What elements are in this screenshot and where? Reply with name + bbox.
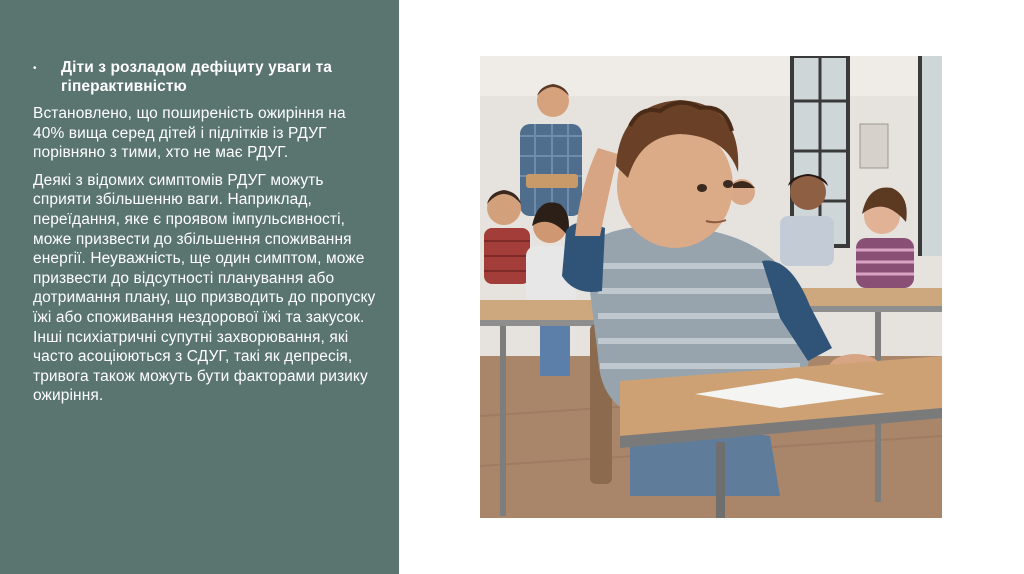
classroom-illustration — [480, 56, 942, 518]
bullet-item — [33, 58, 378, 96]
slide-text-content — [33, 58, 378, 414]
slide-heading: Діти з розладом дефіциту уваги та гіперактивністю — [61, 59, 333, 95]
window-right — [920, 56, 942, 256]
paragraph-symptoms: Деякі з відомих симптомів РДУГ можуть сприяти збільшенню ваги. Наприклад, переїдання, яке є проявом імпульсивності, може призвести до збільшення споживання енергії. Неуважність, ще один симптом, може призвести до відсутності планування або дотримання плану, що призводить до пропуску їжі або споживання нездорової їжі та закусок. Інші психіатричні супутні захворювання, які часто асоціюються з СДУГ, такі як депресія, тривога також можуть бути факторами ризику ожиріння. — [33, 171, 376, 405]
paragraph-prevalence: Встановлено, що поширеність ожиріння на 40% вища серед дітей і підлітків із РДУГ порівняно з тими, хто не має РДУГ. — [33, 105, 346, 162]
bullet-symbol: • — [33, 63, 37, 74]
